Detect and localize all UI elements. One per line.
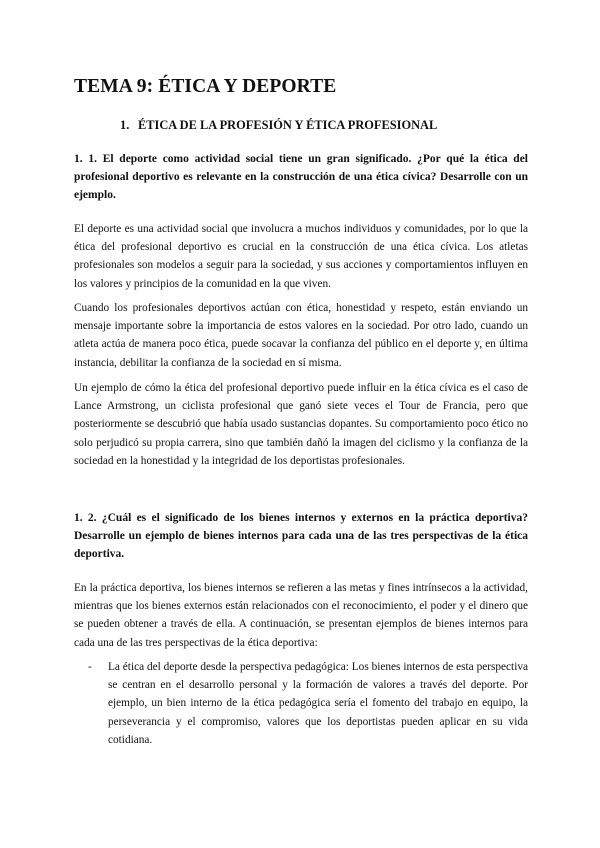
perspectives-list <box>88 658 528 749</box>
page-title: TEMA 9: ÉTICA Y DEPORTE <box>74 76 337 97</box>
paragraph-3: Un ejemplo de cómo la ética del profesional deportivo puede influir en la ética cívica es el caso de Lance Armstrong, un ciclista profesional que ganó siete veces el Tour de Francia, pero que posteriormente se descubrió que había usado sustancias dopantes. Su comportamiento poco ético no solo perjudicó su propia carrera, sino que también dañó la imagen del ciclismo y la confianza de la sociedad en la honestidad y la integridad de los deportistas profesionales. <box>74 382 528 467</box>
question-1: 1. 1. El deporte como actividad social tiene un gran significado. ¿Por qué la ética del profesional deportivo es relevante en la construcción de una ética cívica? Desarrolle con un ejemplo. <box>74 153 528 202</box>
bullet-dash: - <box>88 661 92 673</box>
section-heading-text: ÉTICA DE LA PROFESIÓN Y ÉTICA PROFESIONAL <box>138 118 438 132</box>
paragraph-2: Cuando los profesionales deportivos actúan con ética, honestidad y respeto, están enviando un mensaje importante sobre la importancia de estos valores en la sociedad. Por otro lado, cuando un atleta actúa de manera poco ética, puede socavar la confianza del público en el deporte y, en última instancia, debilitar la confianza de la sociedad en sí misma. <box>74 302 528 369</box>
section-number: 1. <box>120 118 130 132</box>
question-2: 1. 2. ¿Cuál es el significado de los bienes internos y externos en la práctica deportiva? Desarrolle un ejemplo de bienes internos para cada una de las tres perspectivas de la ética deportiva. <box>74 512 528 561</box>
section-heading <box>120 118 437 133</box>
paragraph-1: El deporte es una actividad social que involucra a muchos individuos y comunidades, por lo que la ética del profesional deportivo es crucial en la construcción de una ética cívica. Los atletas profesionales son modelos a seguir para la sociedad, y sus acciones y comportamientos influyen en los valores y principios de la comunidad en la que viven. <box>74 223 528 290</box>
list-item <box>88 658 528 749</box>
list-item-text: La ética del deporte desde la perspectiva pedagógica: Los bienes internos de esta perspectiva se centran en el desarrollo personal y la formación de valores a través del deporte. Por ejemplo, un bien interno de la ética pedagógica sería el fomento del trabajo en equipo, la perseverancia y el compromiso, valores que los deportistas pueden aplicar en su vida cotidiana. <box>108 661 528 746</box>
paragraph-4: En la práctica deportiva, los bienes internos se refieren a las metas y fines intrínsecos a la actividad, mientras que los bienes externos están relacionados con el reconocimiento, el poder y el dinero que se pueden obtener a través de ella. A continuación, se presentan ejemplos de bienes internos para cada una de las tres perspectivas de la ética deportiva: <box>74 582 528 649</box>
